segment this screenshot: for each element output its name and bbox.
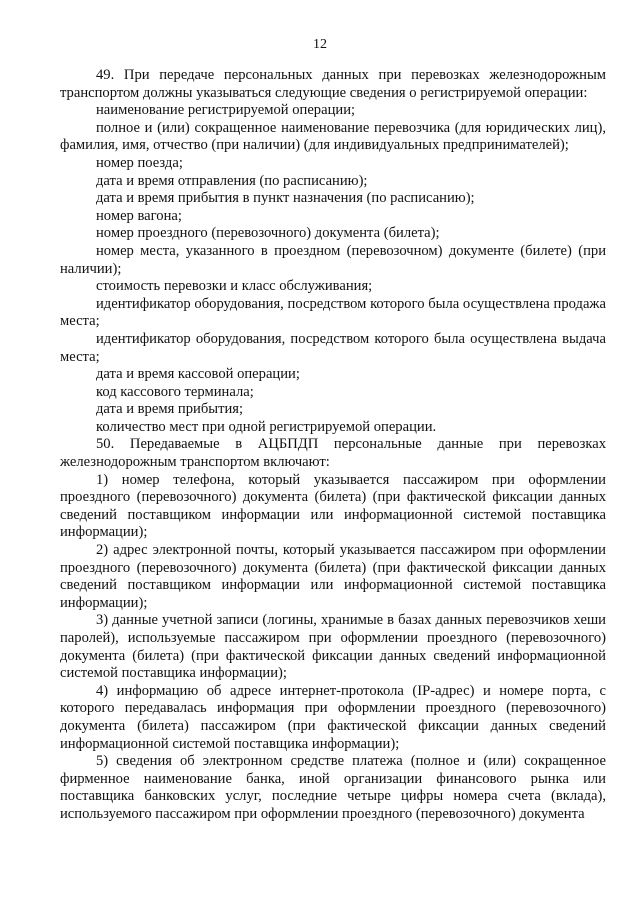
section-50-item: 1) номер телефона, который указывается пассажиром при оформлении проездного (перевозочного) документа (билета) (при фактической фиксации данных сведений поставщиком информации или информационной системой поставщика информации); [60, 471, 606, 541]
section-49-item: количество мест при одной регистрируемой операции. [96, 418, 437, 435]
section-49-item: дата и время отправления (по расписанию); [96, 172, 368, 189]
section-49-item: номер вагона; [96, 207, 182, 224]
section-49-item: стоимость перевозки и класс обслуживания; [96, 278, 373, 295]
section-49-item: номер места, указанного в проездном (перевозочном) документе (билете) (при наличии); [60, 242, 606, 277]
section-49-item: номер поезда; [96, 154, 183, 171]
section-50-item: 2) адрес электронной почты, который указывается пассажиром при оформлении проездного (перевозочного) документа (билета) (при фактической фиксации данных сведений поставщиком информации или информационной системой поставщика информации); [60, 542, 606, 611]
section-50-item: 4) информацию об адресе интернет-протокола (IP-адрес) и номере порта, с которого передавалась информация при оформлении проездного (перевозочного) документа (билета) пассажиром (при фактической фиксации данных сведений информационной системой поставщика информации); [60, 682, 606, 752]
section-49-item: идентификатор оборудования, посредством которого была осуществлена продажа места; [60, 295, 606, 330]
section-49-intro: 49. При передаче персональных данных при перевозках железнодорожным транспортом должны указываться следующие сведения о регистрируемой операции: [60, 67, 606, 101]
section-49-item: полное и (или) сокращенное наименование перевозчика (для юридических лиц), фамилия, имя, отчество (при наличии) (для индивидуальных предпринимателей); [60, 119, 606, 154]
section-49-item: дата и время прибытия в пункт назначения (по расписанию); [96, 190, 475, 207]
section-49-item: дата и время кассовой операции; [96, 366, 300, 383]
section-49-item: номер проездного (перевозочного) документа (билета); [96, 225, 440, 242]
page-number: 12 [313, 37, 327, 52]
section-50-intro: 50. Передаваемые в АЦБПДП персональные данные при перевозках железнодорожным транспортом включают: [60, 436, 606, 471]
document-body [60, 67, 606, 824]
section-49-item: код кассового терминала; [96, 383, 254, 400]
section-49-item: идентификатор оборудования, посредством которого была осуществлена выдача места; [60, 330, 606, 365]
section-50-item: 5) сведения об электронном средстве платежа (полное и (или) сокращенное фирменное наименование банка, иной организации финансового рынка или поставщика банковских услуг, последние четыре цифры номера счета (вклада), используемого пассажиром при оформлении проездного (перевозочного) документа [60, 753, 606, 822]
section-49-item: дата и время прибытия; [96, 401, 244, 418]
section-49-item: наименование регистрируемой операции; [96, 102, 356, 119]
section-50-item: 3) данные учетной записи (логины, хранимые в базах данных перевозчиков хеши паролей), используемые пассажиром при оформлении проездного (перевозочного) документа (билета) (при фактической фиксации данных сведений информационной системой поставщика информации); [60, 612, 606, 682]
